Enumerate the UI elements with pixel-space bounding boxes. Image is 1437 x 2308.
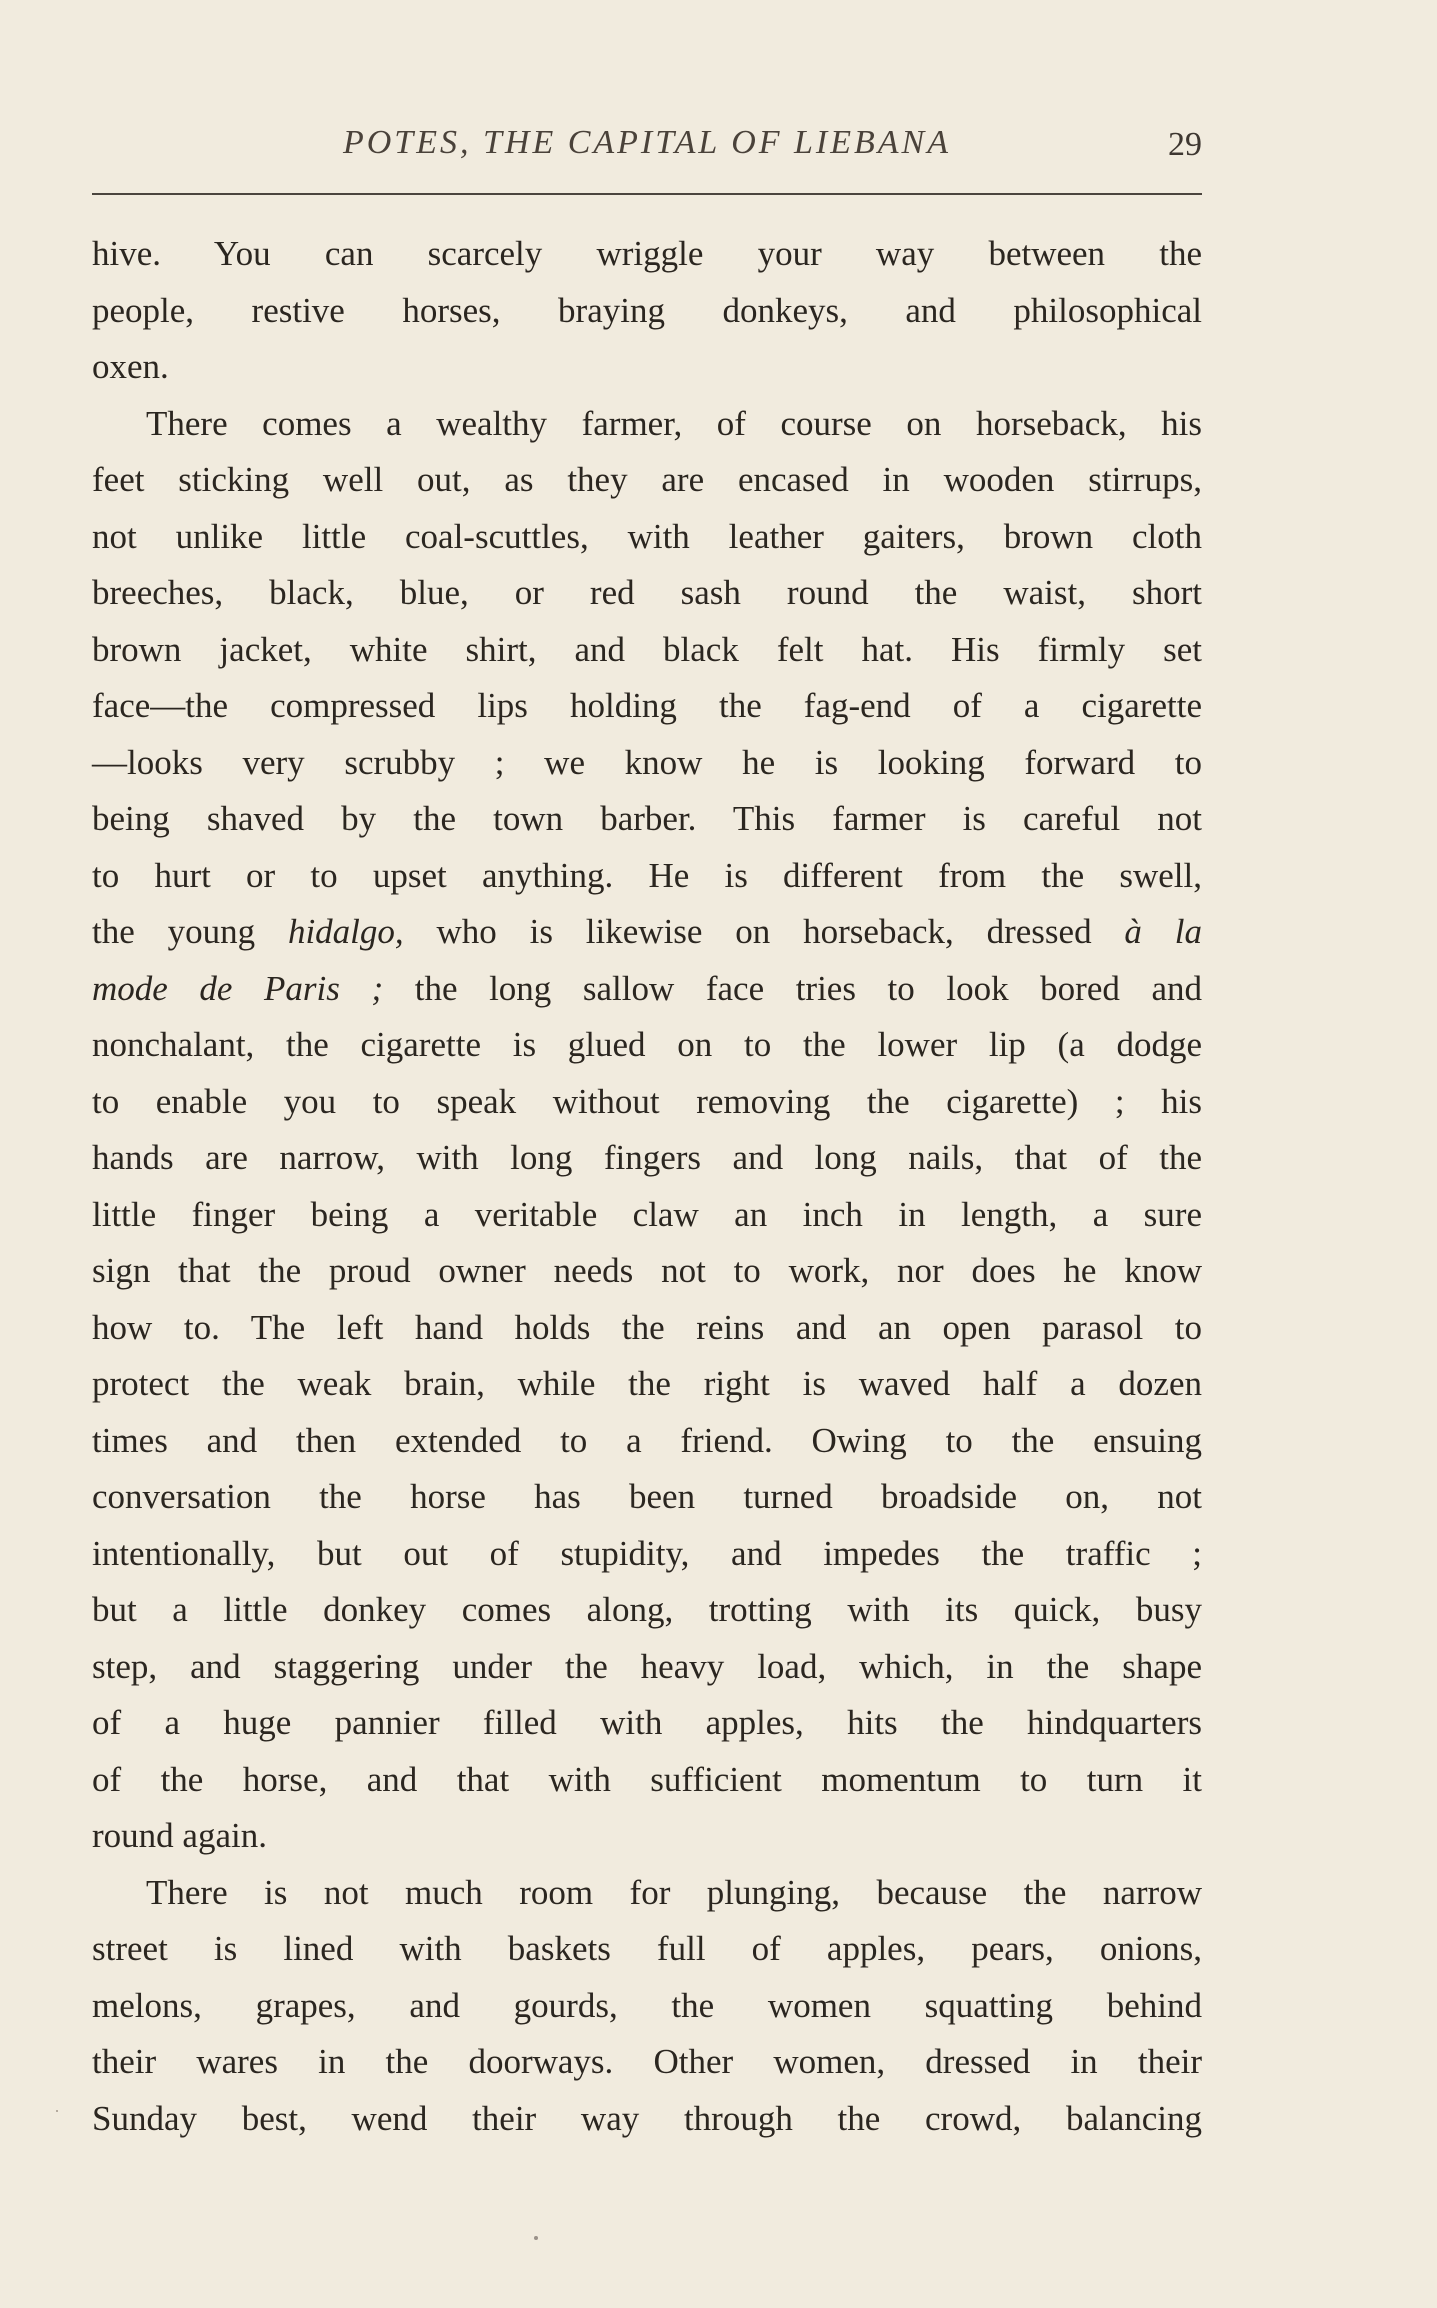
text-line: how to. The left hand holds the reins and an open parasol to [92,1307,1202,1347]
text-line: round again. [92,1816,267,1855]
page-number: 29 [1168,126,1202,163]
text-line: feet sticking well out, as they are encased in wooden stirrups, [92,460,1202,499]
paper-speck [56,2110,58,2112]
text-line: of the horse, and that with sufficient momentum to turn it [92,1759,1202,1799]
text-line: breeches, black, blue, or red sash round the waist, short [92,573,1202,612]
text-line: to hurt or to upset anything. He is different from the swell, [92,855,1202,895]
italic-segment: à la [1124,912,1202,951]
text-line: of a huge pannier filled with apples, hits the hindquarters [92,1703,1202,1742]
text-line: being shaved by the town barber. This farmer is careful not [92,799,1202,838]
text-line: hive. You can scarcely wriggle your way between the [92,234,1202,273]
text-line: There comes a wealthy farmer, of course on horseback, his [146,403,1202,443]
text-line: oxen. [92,347,169,386]
text-segment: who is likewise on horseback, dressed [436,912,1092,951]
italic-segment: mode de Paris ; [92,968,384,1008]
text-line: protect the weak brain, while the right is waved half a dozen [92,1364,1202,1403]
text-line: conversation the horse has been turned broadside on, not [92,1477,1202,1516]
text-line: little finger being a veritable claw an inch in length, a sure [92,1194,1202,1234]
text-line [92,961,1202,1018]
text-line: intentionally, but out of stupidity, and impedes the traffic ; [92,1533,1202,1573]
header-rule [92,193,1202,195]
text-line: face—the compressed lips holding the fag-end of a cigarette [92,686,1202,725]
running-title: POTES, THE CAPITAL OF LIEBANA [342,124,952,161]
text-segment: the long sallow face tries to look bored and [414,968,1202,1008]
text-line: Sunday best, wend their way through the crowd, balancing [92,2098,1202,2138]
text-line: but a little donkey comes along, trotting with its quick, busy [92,1590,1202,1629]
text-line: not unlike little coal-scuttles, with leather gaiters, brown cloth [92,516,1202,556]
text-line: There is not much room for plunging, because the narrow [146,1872,1202,1912]
italic-segment: hidalgo, [287,912,404,951]
text-line: step, and staggering under the heavy load, which, in the shape [92,1646,1202,1686]
body-text [92,226,1202,2147]
text-segment: the young [92,912,256,951]
paper-speck [534,2236,538,2240]
text-line: brown jacket, white shirt, and black felt hat. His firmly set [92,629,1202,669]
text-line [92,904,1202,961]
text-line: melons, grapes, and gourds, the women squatting behind [92,1985,1202,2025]
text-line: —looks very scrubby ; we know he is looking forward to [92,742,1202,782]
text-line: their wares in the doorways. Other women, dressed in their [92,2042,1202,2081]
text-line: nonchalant, the cigarette is glued on to the lower lip (a dodge [92,1025,1202,1064]
text-line: times and then extended to a friend. Owing to the ensuing [92,1420,1202,1460]
text-line: sign that the proud owner needs not to work, nor does he know [92,1251,1202,1290]
text-line: people, restive horses, braying donkeys, and philosophical [92,290,1202,330]
text-line: hands are narrow, with long fingers and long nails, that of the [92,1138,1202,1177]
text-line: street is lined with baskets full of apples, pears, onions, [92,1929,1202,1968]
text-line: to enable you to speak without removing the cigarette) ; his [92,1081,1202,1121]
running-header [92,120,1202,170]
